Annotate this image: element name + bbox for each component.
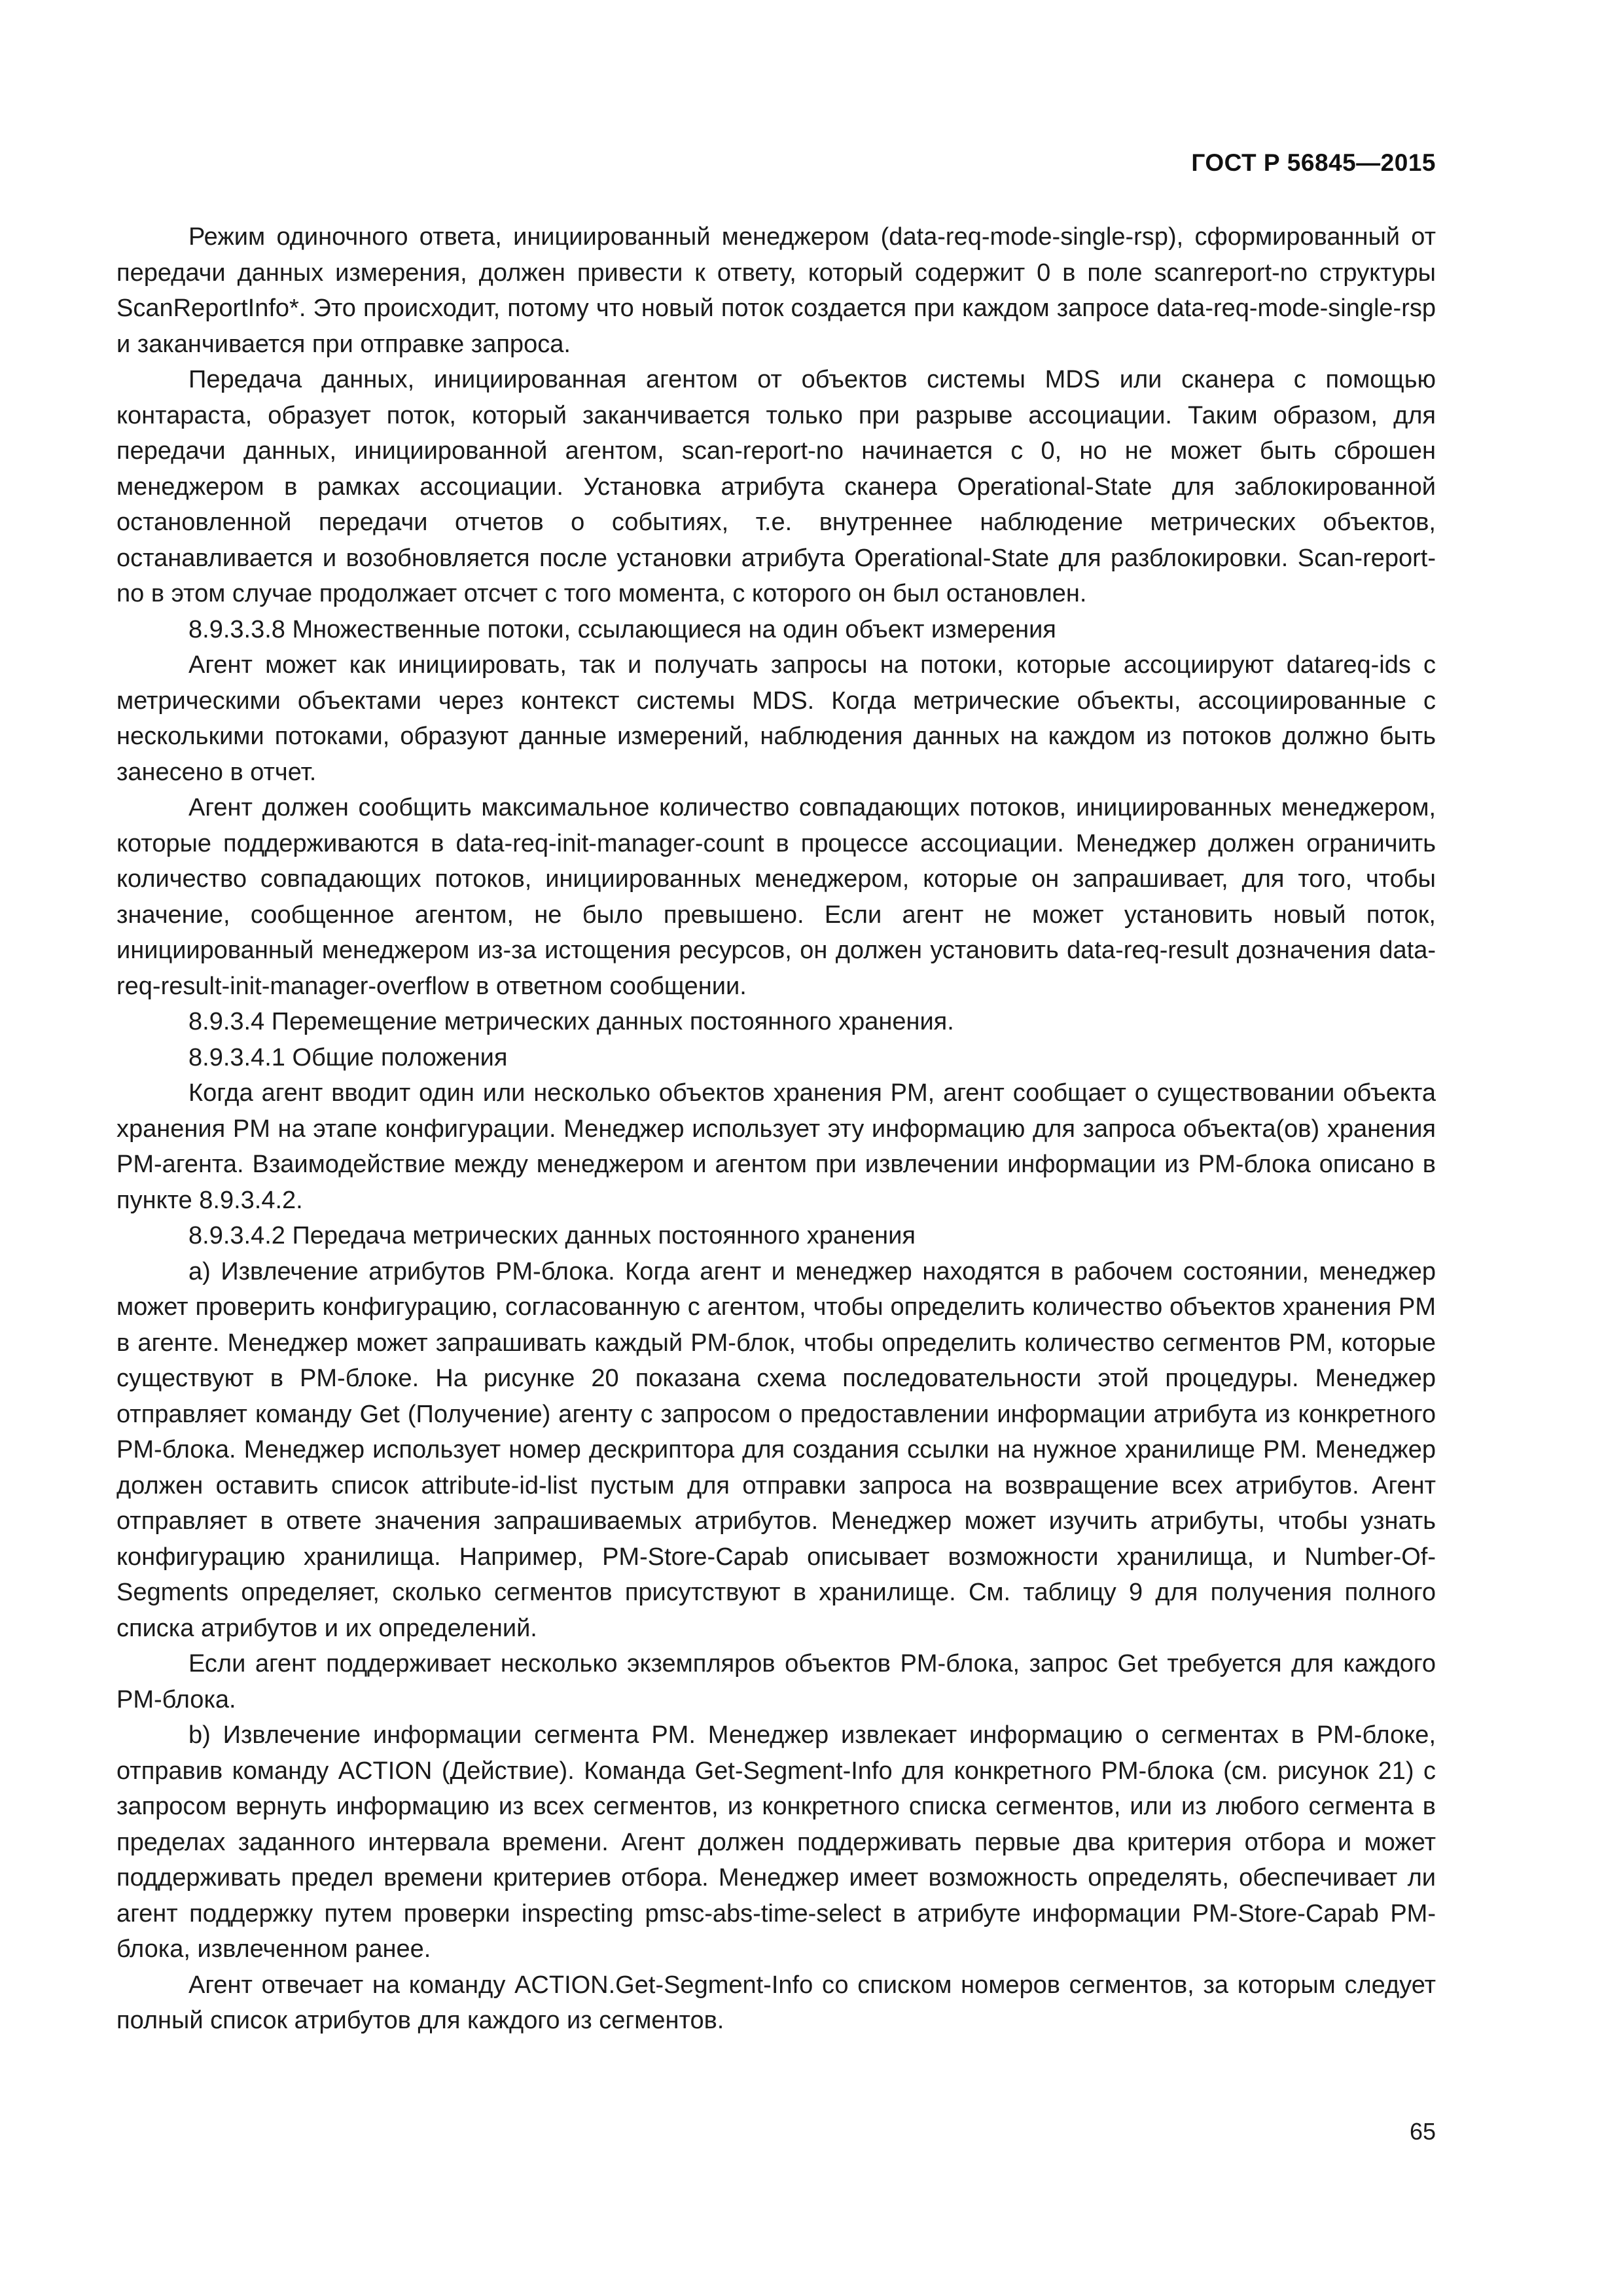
body-text (116, 219, 1436, 2039)
section-heading-8-9-3-3-8: 8.9.3.3.8 Множественные потоки, ссылающиеся на один объект измерения (188, 615, 1056, 643)
paragraph-multiple-pm-instances: Если агент поддерживает несколько экземпляров объектов PM-блока, запрос Get требуется для каждого PM-блока. (116, 1650, 1436, 1713)
paragraph-pm-segment-info: b) Извлечение информации сегмента PM. Менеджер извлекает информацию о сегментах в PM-блоке, отправив команду ACTION (Действие). Команда Get-Segment-Info для конкретного PM-блока (см. рисунок 21) с запросом вернуть информацию из всех сегментов, из конкретного списка сегментов, или из любого сегмента в пределах заданного интервала времени. Агент должен поддерживать первые два критерия отбора и может поддерживать предел времени критериев отбора. Менеджер имеет возможность определять, обеспечивает ли агент поддержку путем проверки inspecting pmsc-abs-time-select в атрибуте информации PM-Store-Capab PM-блока, извлеченном ранее. (116, 1721, 1436, 1963)
section-heading-8-9-3-4-1: 8.9.3.4.1 Общие положения (188, 1043, 508, 1071)
section-heading-8-9-3-4-2: 8.9.3.4.2 Передача метрических данных постоянного хранения (188, 1222, 916, 1249)
section-heading-8-9-3-4: 8.9.3.4 Перемещение метрических данных постоянного хранения. (188, 1008, 954, 1035)
paragraph-single-response-mode: Режим одиночного ответа, инициированный менеджером (data-req-mode-single-rsp), сформированный от передачи данных измерения, должен привести к ответу, который содержит 0 в поле scanreport-no структуры ScanReportInfo*. Это происходит, потому что новый поток создается при каждом запросе data-req-mode-single-rsp и заканчивается при отправке запроса. (116, 223, 1436, 358)
standard-header: ГОСТ Р 56845—2015 (1191, 149, 1436, 176)
paragraph-pm-store-general: Когда агент вводит один или несколько объектов хранения PM, агент сообщает о существовании объекта хранения PM на этапе конфигурации. Менеджер использует эту информацию для запроса объекта(ов) хранения PM-агента. Взаимодействие между менеджером и агентом при извлечении информации из PM-блока описано в пункте 8.9.3.4.2. (116, 1079, 1436, 1214)
paragraph-agent-initiated-transfer: Передача данных, инициированная агентом от объектов системы MDS или сканера с помощью контараста, образует поток, который заканчивается только при разрыве ассоциации. Таким образом, для передачи данных, инициированной агентом, scan-report-no начинается с 0, но не может быть сброшен менеджером в рамках ассоциации. Установка атрибута сканера Operational-State для заблокированной остановленной передачи отчетов о событиях, т.е. внутреннее наблюдение метрических объектов, останавливается и возобновляется после установки атрибута Operational-State для разблокировки. Scan-report-no в этом случае продолжает отсчет с того момента, с которого он был остановлен. (116, 366, 1436, 607)
page-number: 65 (1409, 2118, 1436, 2145)
paragraph-max-streams: Агент должен сообщить максимальное количество совпадающих потоков, инициированных менеджером, которые поддерживаются в data-req-init-manager-count в процессе ассоциации. Менеджер должен ограничить количество совпадающих потоков, инициированных менеджером, которые он запрашивает, для того, чтобы значение, сообщенное агентом, не было превышено. Если агент не может установить новый поток, инициированный менеджером из-за истощения ресурсов, он должен установить data-req-result дозначения data-req-result-init-manager-overflow в ответном сообщении. (116, 794, 1436, 1000)
paragraph-agent-response: Агент отвечает на команду ACTION.Get-Segment-Info со списком номеров сегментов, за которым следует полный список атрибутов для каждого из сегментов. (116, 1971, 1436, 2034)
paragraph-pm-attributes-retrieval: a) Извлечение атрибутов PM-блока. Когда агент и менеджер находятся в рабочем состоянии, менеджер может проверить конфигурацию, согласованную с агентом, чтобы определить количество объектов хранения PM в агенте. Менеджер может запрашивать каждый PM-блок, чтобы определить количество сегментов PM, которые существуют в PM-блоке. На рисунке 20 показана схема последовательности этой процедуры. Менеджер отправляет команду Get (Получение) агенту с запросом о предоставлении информации атрибута из конкретного PM-блока. Менеджер использует номер дескриптора для создания ссылки на нужное хранилище PM. Менеджер должен оставить список attribute-id-list пустым для отправки запроса на возвращение всех атрибутов. Агент отправляет в ответе значения запрашиваемых атрибутов. Менеджер может изучить атрибуты, чтобы узнать конфигурацию хранилища. Например, PM-Store-Capab описывает возможности хранилища, и Number-Of-Segments определяет, сколько сегментов присутствуют в хранилище. См. таблицу 9 для получения полного списка атрибутов и их определений. (116, 1257, 1436, 1642)
paragraph-multiple-streams: Агент может как инициировать, так и получать запросы на потоки, которые ассоциируют datareq-ids с метрическими объектами через контекст системы MDS. Когда метрические объекты, ассоциированные с несколькими потоками, образуют данные измерений, наблюдения данных на каждом из потоков должно быть занесено в отчет. (116, 651, 1436, 786)
